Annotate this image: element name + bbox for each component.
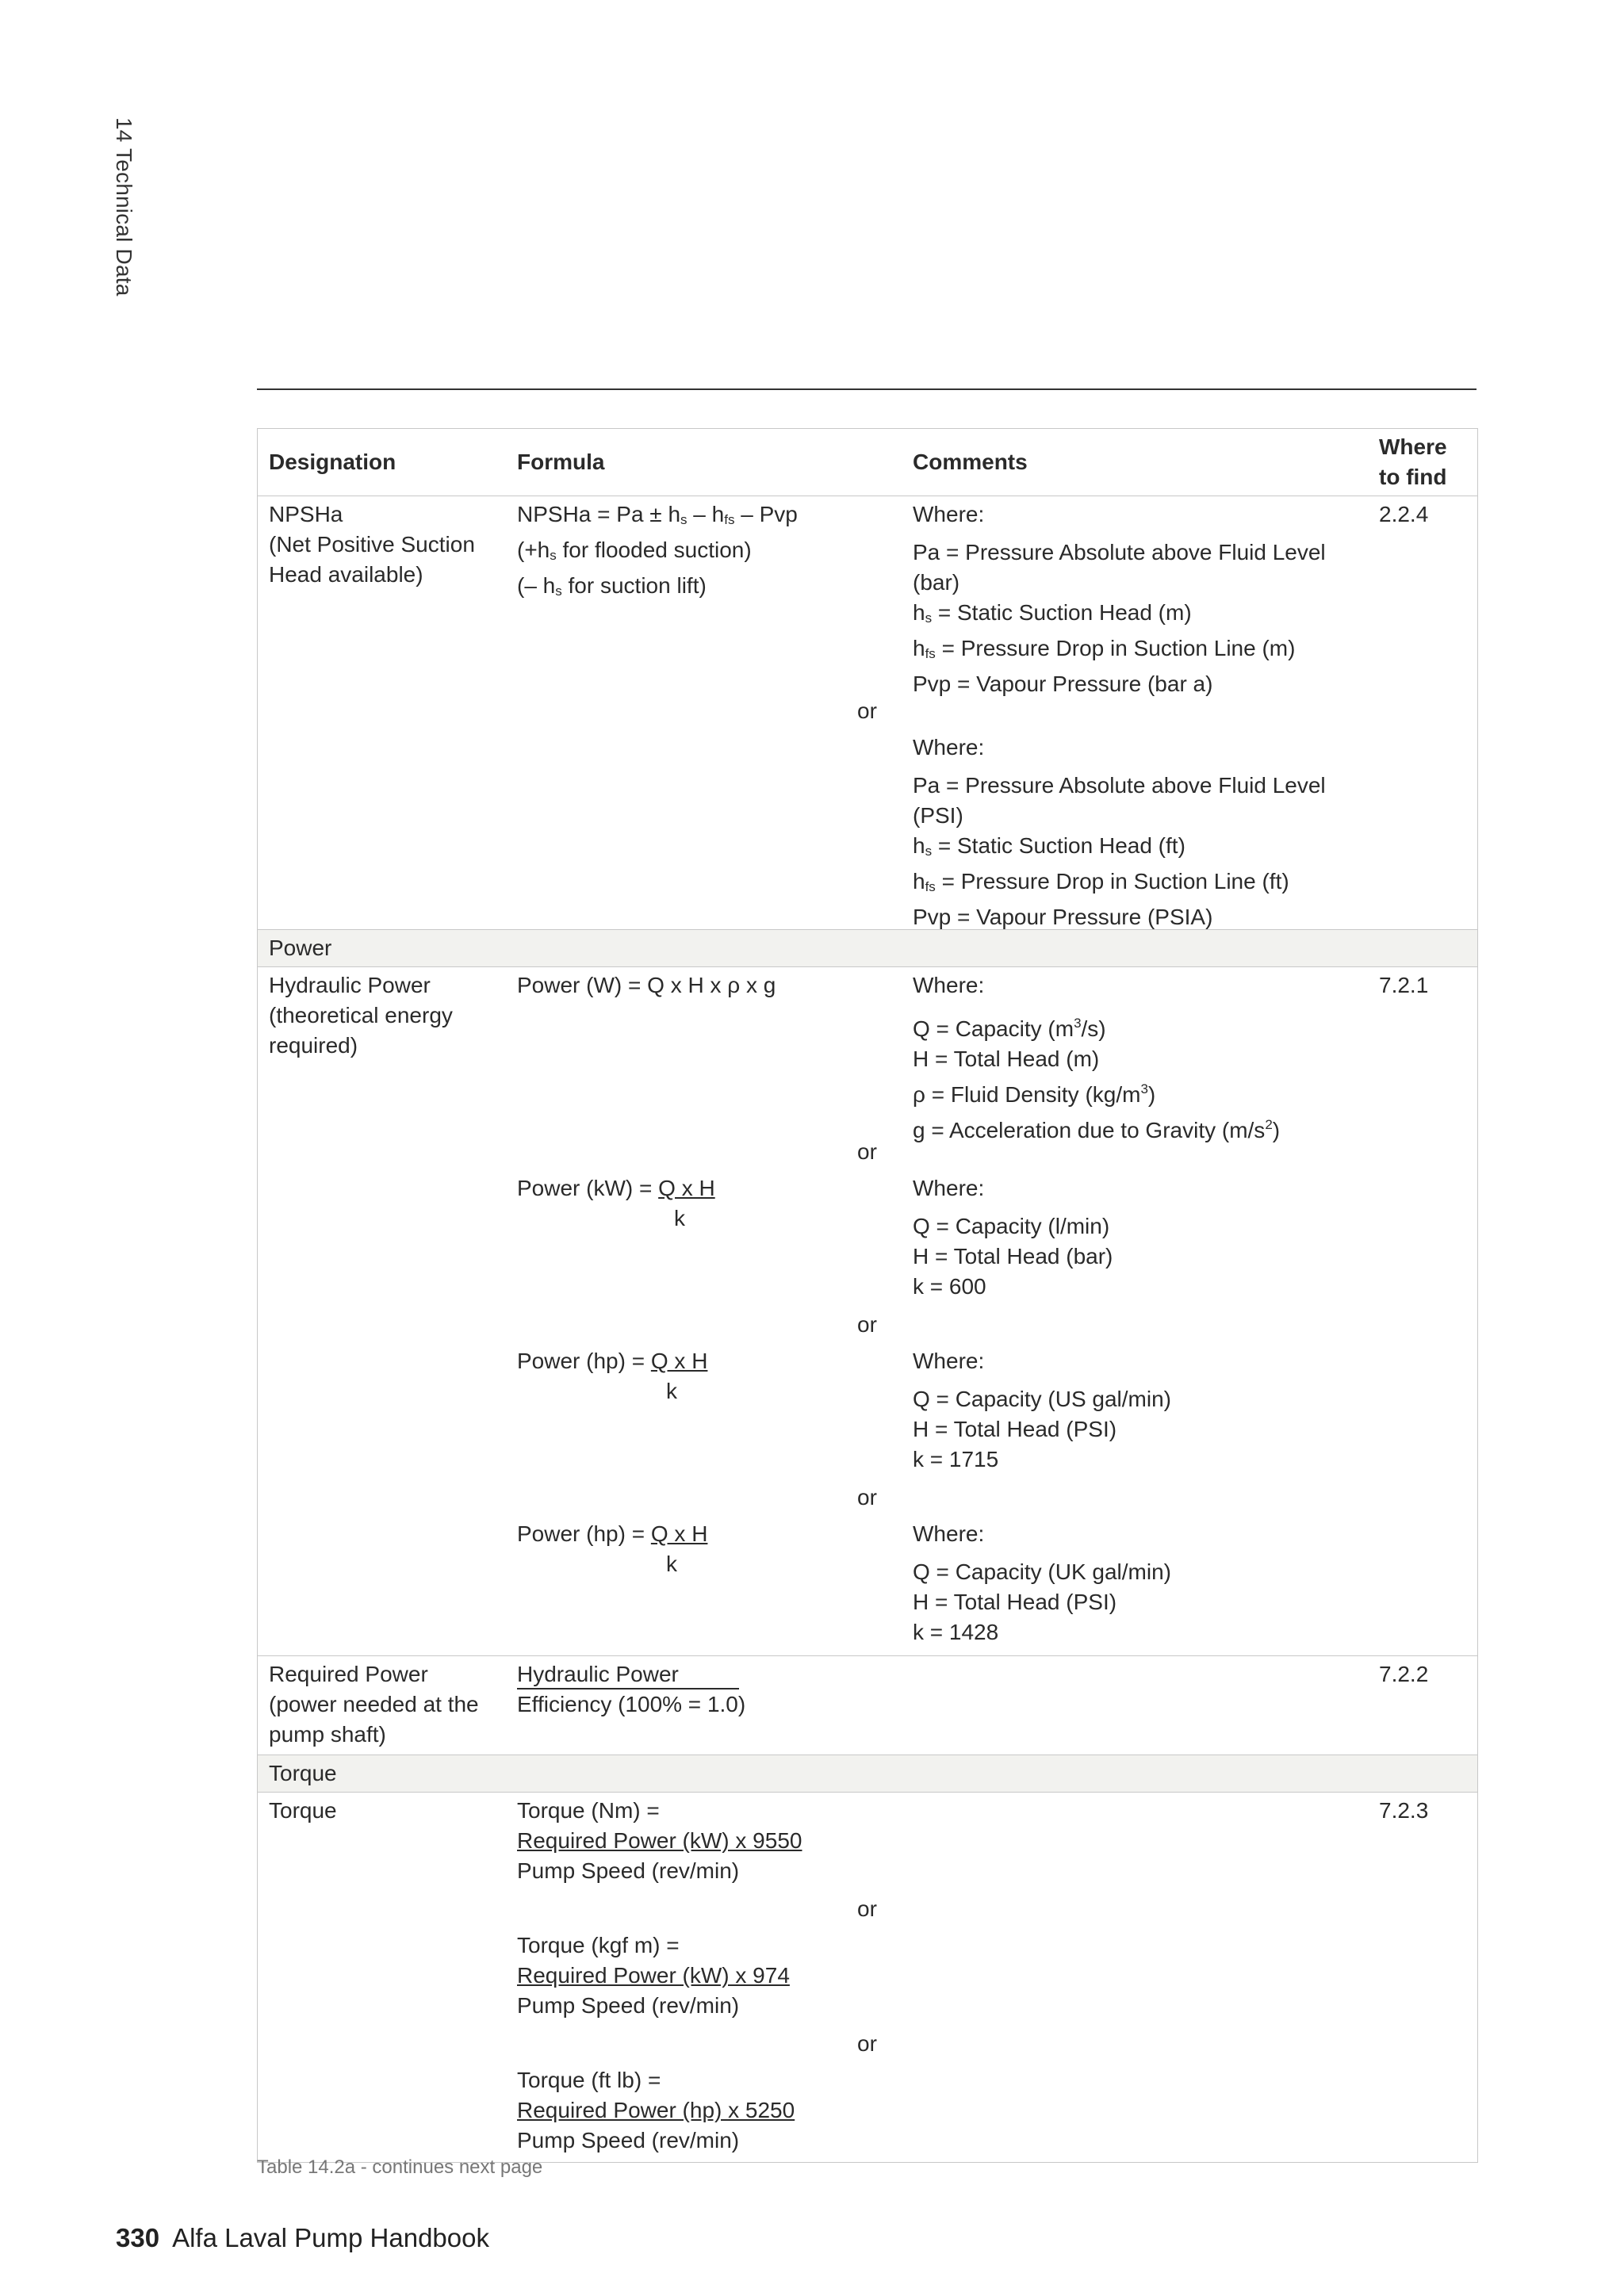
table-row-required-power (258, 1656, 1477, 1755)
section-torque: Torque (258, 1755, 1477, 1793)
hydraulic-where: 7.2.1 (1379, 973, 1429, 997)
or-label: or (857, 1896, 877, 1921)
npsha-formula (517, 499, 798, 607)
npsha-equation: NPSHa = Pa ± hs – hfs – Pvp (517, 502, 798, 527)
hydraulic-designation: Hydraulic Power (theoretical energy required) (269, 973, 453, 1058)
torque-formula-nm: Torque (Nm) = Required Power (kW) x 9550 Pump Speed (rev/min) (517, 1798, 802, 1883)
required-where: 7.2.2 (1379, 1662, 1429, 1686)
torque-designation: Torque (269, 1798, 337, 1823)
or-label: or (857, 698, 877, 723)
table-row-npsha (258, 496, 1477, 930)
hydraulic-comments-3: Where: Q = Capacity (US gal/min) H = Total Head (PSI) k = 1715 (913, 1349, 1171, 1471)
page-number: 330 (116, 2223, 160, 2252)
header-formula: Formula (517, 450, 605, 474)
hydraulic-comments-1: Where: Q = Capacity $(m^3/s)$ H = Total Head (m) ρ = Fluid Density $(kg/m^3)$ g = Acceleration due to Gravity $(m/s^2)$ (913, 973, 1281, 1142)
page-footer (116, 2223, 489, 2253)
required-designation: Required Power (power needed at the pump shaft) (269, 1662, 479, 1747)
header-comments: Comments (913, 450, 1028, 474)
hydraulic-formula-hp-us: Power (hp) = Q x H k (517, 1349, 708, 1403)
header-where-to-find: Where to find (1379, 434, 1447, 489)
npsha-flooded-note: (+hs for flooded suction) (517, 538, 752, 563)
torque-where: 7.2.3 (1379, 1798, 1429, 1823)
header-designation: Designation (269, 450, 396, 474)
or-label: or (857, 2031, 877, 2056)
section-power: Power (258, 930, 1477, 967)
hydraulic-formula-watts: Power (W) = Q x H x ρ x g (517, 973, 776, 997)
hydraulic-comments-4: Where: Q = Capacity (UK gal/min) H = Total Head (PSI) k = 1428 (913, 1521, 1171, 1644)
npsha-comments-a: Where: Pa = Pressure Absolute above Fluid Level (bar) hs = Static Suction Head (m) hfs = Pressure Drop in Suction Line (m) Pvp = Vapour Pressure (bar a) (913, 502, 1326, 696)
npsha-designation: NPSHa (Net Positive Suction Head available) (269, 502, 475, 587)
hydraulic-comments-2: Where: Q = Capacity (l/min) H = Total Head (bar) k = 600 (913, 1176, 1113, 1299)
npsha-lift-note: (– hs for suction lift) (517, 573, 707, 599)
required-formula: Hydraulic Power Efficiency (100% = 1.0) (517, 1662, 746, 1716)
npsha-comments-b: Where: Pa = Pressure Absolute above Fluid Level (PSI) hs = Static Suction Head (ft) hfs = Pressure Drop in Suction Line (ft) Pvp = Vapour Pressure (PSIA) (913, 735, 1326, 929)
chapter-side-title: 14 Technical Data (112, 117, 136, 297)
top-rule (257, 388, 1477, 390)
table-header-row (258, 429, 1477, 496)
book-title: Alfa Laval Pump Handbook (172, 2223, 489, 2252)
or-label: or (857, 1485, 877, 1510)
npsha-where: 2.2.4 (1379, 502, 1429, 526)
torque-formula-ftlb: Torque (ft lb) = Required Power (hp) x 5250 Pump Speed (rev/min) (517, 2068, 795, 2152)
or-label: or (857, 1139, 877, 1164)
hydraulic-formula-kw: Power (kW) = Q x H k (517, 1176, 715, 1230)
table-caption: Table 14.2a - continues next page (257, 2156, 543, 2178)
torque-formula-kgfm: Torque (kgf m) = Required Power (kW) x 974 Pump Speed (rev/min) (517, 1933, 790, 2018)
formula-table (257, 428, 1478, 2163)
table-row-torque (258, 1793, 1477, 2162)
or-label: or (857, 1312, 877, 1337)
table-row-hydraulic-power (258, 967, 1477, 1656)
hydraulic-formula-hp-uk: Power (hp) = Q x H k (517, 1521, 708, 1576)
